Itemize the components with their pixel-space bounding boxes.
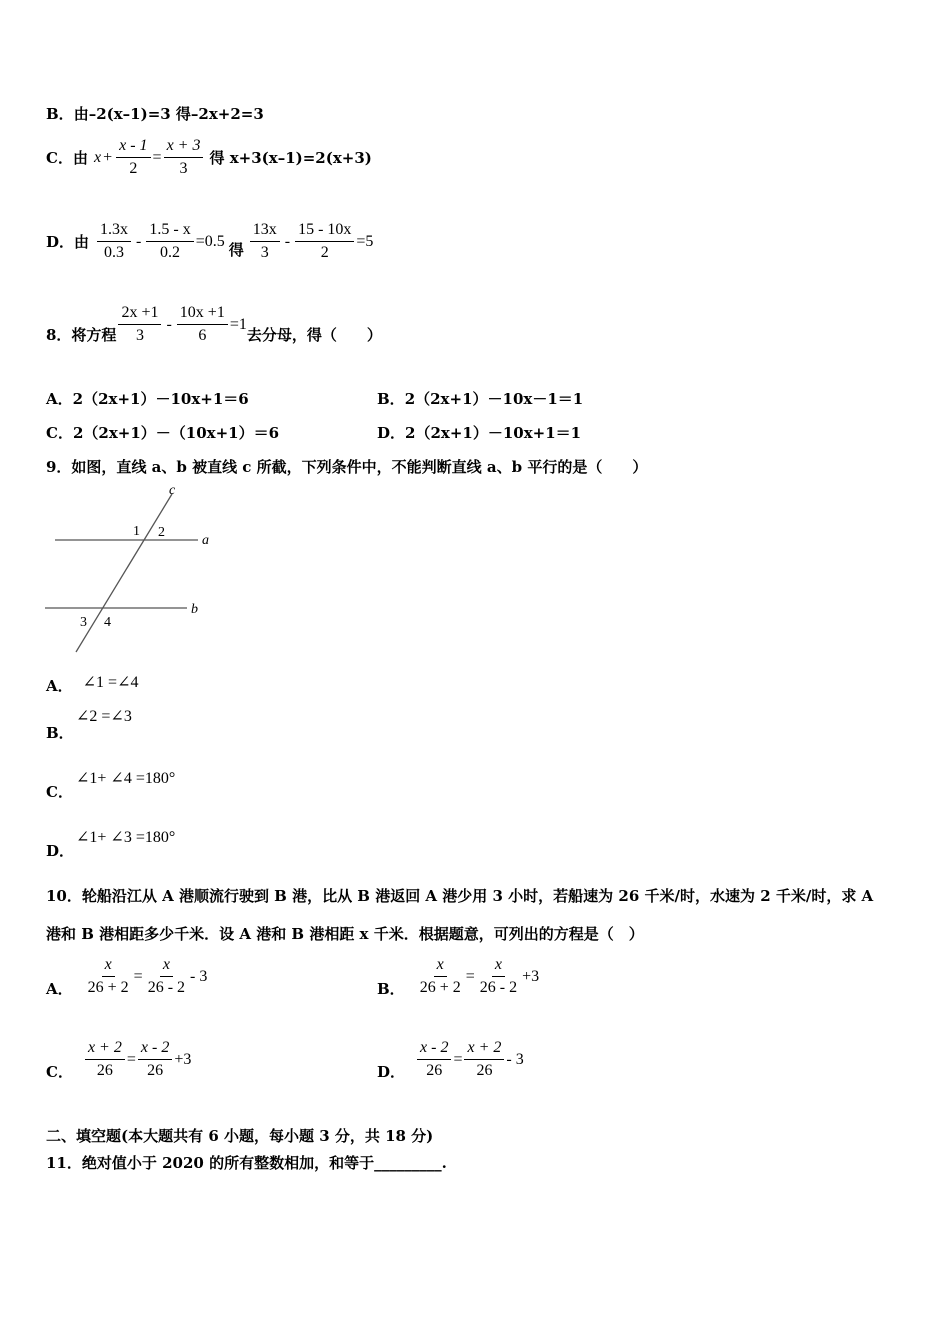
denominator: 26 (96, 1062, 113, 1079)
option-letter: C． (46, 149, 73, 167)
numerator: x - 2 (417, 1039, 451, 1060)
q7-option-b (46, 103, 264, 124)
answer-blank: _________ (374, 1154, 442, 1172)
equals-value: =5 (356, 232, 374, 250)
denominator: 0.3 (104, 244, 125, 261)
question-text: 11．绝对值小于 2020 的所有整数相加，和等于 (46, 1154, 375, 1172)
numerator: x - 1 (116, 137, 150, 158)
numerator: x + 2 (85, 1039, 125, 1060)
numerator: x (160, 956, 173, 977)
numerator: x (492, 956, 505, 977)
q7-option-d (46, 221, 373, 262)
tail-term: +3 (522, 967, 540, 985)
option-expression: ∠1+ ∠3 =180° (76, 829, 176, 846)
angle-3-label: 3 (80, 615, 87, 630)
fraction (417, 1039, 451, 1080)
q7-option-c (46, 137, 372, 178)
numerator: x + 2 (464, 1039, 504, 1060)
equation-right (248, 221, 374, 262)
option-letter: C． (46, 424, 73, 442)
numerator: 1.3x (97, 221, 131, 242)
term-x: x (93, 148, 102, 166)
fraction (138, 1039, 172, 1080)
option-text: 2（2x+1）－10x+1＝1 (405, 424, 582, 442)
fraction (118, 304, 161, 345)
question-end: . (441, 1154, 447, 1172)
option-letter: B． (46, 724, 74, 742)
option-expression: ∠2 =∠3 (76, 708, 132, 725)
denominator: 6 (198, 327, 207, 344)
denominator: 0.2 (160, 244, 181, 261)
q10-option-a (46, 956, 207, 997)
section-heading: 二、填空题(本大题共有 6 小题，每小题 3 分，共 18 分) (46, 1127, 434, 1145)
fraction (116, 137, 150, 178)
equals-sign: = (465, 967, 475, 985)
fraction (164, 137, 204, 178)
fraction (177, 304, 228, 345)
label-b: b (191, 602, 198, 617)
equals-sign: = (453, 1050, 463, 1068)
option-letter: D． (377, 1063, 406, 1081)
q8-option-d (377, 422, 581, 443)
denominator: 2 (129, 160, 138, 177)
numerator: x - 2 (138, 1039, 172, 1060)
fraction (250, 221, 280, 262)
option-expression: ∠1 =∠4 (82, 673, 139, 691)
denominator: 3 (135, 327, 144, 344)
option-letter: B． (377, 390, 405, 408)
q9-option-b (46, 706, 132, 742)
option-prefix: 由 (72, 149, 88, 167)
option-result: 得 x+3(x–1)=2(x+3) (209, 149, 372, 167)
option-letter: B． (46, 105, 74, 123)
fraction (295, 221, 354, 262)
equals-sign: = (133, 967, 143, 985)
option-text: 2（2x+1）－10x－1＝1 (404, 390, 584, 408)
option-letter: D． (46, 842, 75, 860)
fraction (477, 956, 520, 997)
denominator: 26 (426, 1062, 443, 1079)
option-expression: ∠1+ ∠4 =180° (76, 770, 176, 787)
option-letter: C． (46, 783, 73, 801)
angle-1-label: 1 (133, 524, 140, 539)
q8-option-b (377, 388, 583, 409)
fraction (145, 956, 188, 997)
q8-option-a (46, 388, 249, 409)
numerator: 1.5 - x (146, 221, 193, 242)
label-c: c (169, 483, 176, 498)
parallel-lines-figure (40, 480, 230, 660)
equation (83, 956, 208, 997)
denominator: 3 (179, 160, 188, 177)
minus-sign: - (136, 232, 142, 250)
question-prefix: 8．将方程 (46, 326, 117, 344)
option-text: 2（2x+1）－（10x+1）＝6 (72, 424, 280, 442)
q8-option-c (46, 422, 279, 443)
denominator: 26 + 2 (87, 979, 129, 996)
equals-sign: = (152, 148, 162, 166)
denominator: 26 - 2 (479, 979, 518, 996)
fraction (146, 221, 193, 262)
option-prefix: 由 (74, 233, 90, 251)
numerator: 10x +1 (177, 304, 228, 325)
q9-stem: 9．如图，直线 a、b 被直线 c 所截，下列条件中，不能判断直线 a、b 平行的是（ ） (46, 458, 648, 476)
equation (415, 1039, 524, 1080)
numerator: x (434, 956, 447, 977)
numerator: 15 - 10x (295, 221, 354, 242)
fraction (417, 956, 464, 997)
denominator: 26 (476, 1062, 493, 1079)
q8-stem (46, 304, 382, 345)
minus-sign: - (284, 232, 291, 250)
equation (116, 304, 246, 345)
equals-value: =1 (229, 315, 247, 333)
option-letter: C． (46, 1063, 73, 1081)
equation (415, 956, 539, 997)
numerator: 2x +1 (118, 304, 161, 325)
q10-option-b (377, 956, 539, 997)
q10-option-d (377, 1039, 524, 1080)
get-label: 得 (228, 241, 244, 259)
equation-left (95, 221, 225, 262)
q10-stem-line-1: 10．轮船沿江从 A 港顺流行驶到 B 港，比从 B 港返回 A 港少用 3 小时，若船速为 26 千米/时，水速为 2 千米/时，求 A (46, 887, 874, 905)
q9-option-a (46, 673, 138, 694)
denominator: 26 (147, 1062, 164, 1079)
fraction (464, 1039, 504, 1080)
q10-stem-line-2: 港和 B 港相距多少千米．设 A 港和 B 港相距 x 千米．根据题意，可列出的方程是（ ） (46, 925, 644, 943)
question-suffix: 去分母，得（ ） (246, 326, 382, 344)
denominator: 26 - 2 (147, 979, 186, 996)
equals-sign: = (126, 1050, 136, 1068)
equation (83, 1039, 191, 1080)
fraction (97, 221, 131, 262)
denominator: 26 + 2 (419, 979, 461, 996)
option-text: 2（2x+1）－10x+1＝6 (72, 390, 249, 408)
plus-sign: + (103, 148, 113, 166)
q11 (46, 1152, 447, 1173)
tail-term: +3 (174, 1050, 192, 1068)
denominator: 2 (320, 244, 329, 261)
option-text: 由–2(x–1)=3 得–2x+2=3 (73, 105, 264, 123)
option-letter: A． (46, 980, 73, 998)
option-letter: B． (377, 980, 405, 998)
q9-option-c (46, 768, 176, 801)
option-letter: D． (46, 233, 75, 251)
angle-2-label: 2 (158, 525, 165, 540)
fraction (85, 1039, 125, 1080)
tail-term: - 3 (190, 967, 208, 985)
option-letter: A． (46, 390, 73, 408)
label-a: a (202, 533, 209, 548)
equation (94, 137, 206, 178)
numerator: x (102, 956, 115, 977)
option-letter: D． (377, 424, 406, 442)
angle-4-label: 4 (104, 615, 111, 630)
line-c (76, 494, 172, 652)
q9-option-d (46, 827, 176, 860)
q10-option-c (46, 1039, 191, 1080)
numerator: x + 3 (164, 137, 204, 158)
equals-value: =0.5 (195, 232, 225, 250)
tail-term: - 3 (506, 1050, 524, 1068)
fraction (85, 956, 132, 997)
option-letter: A． (46, 677, 73, 695)
minus-sign: - (166, 315, 172, 333)
denominator: 3 (260, 244, 269, 261)
numerator: 13x (250, 221, 280, 242)
